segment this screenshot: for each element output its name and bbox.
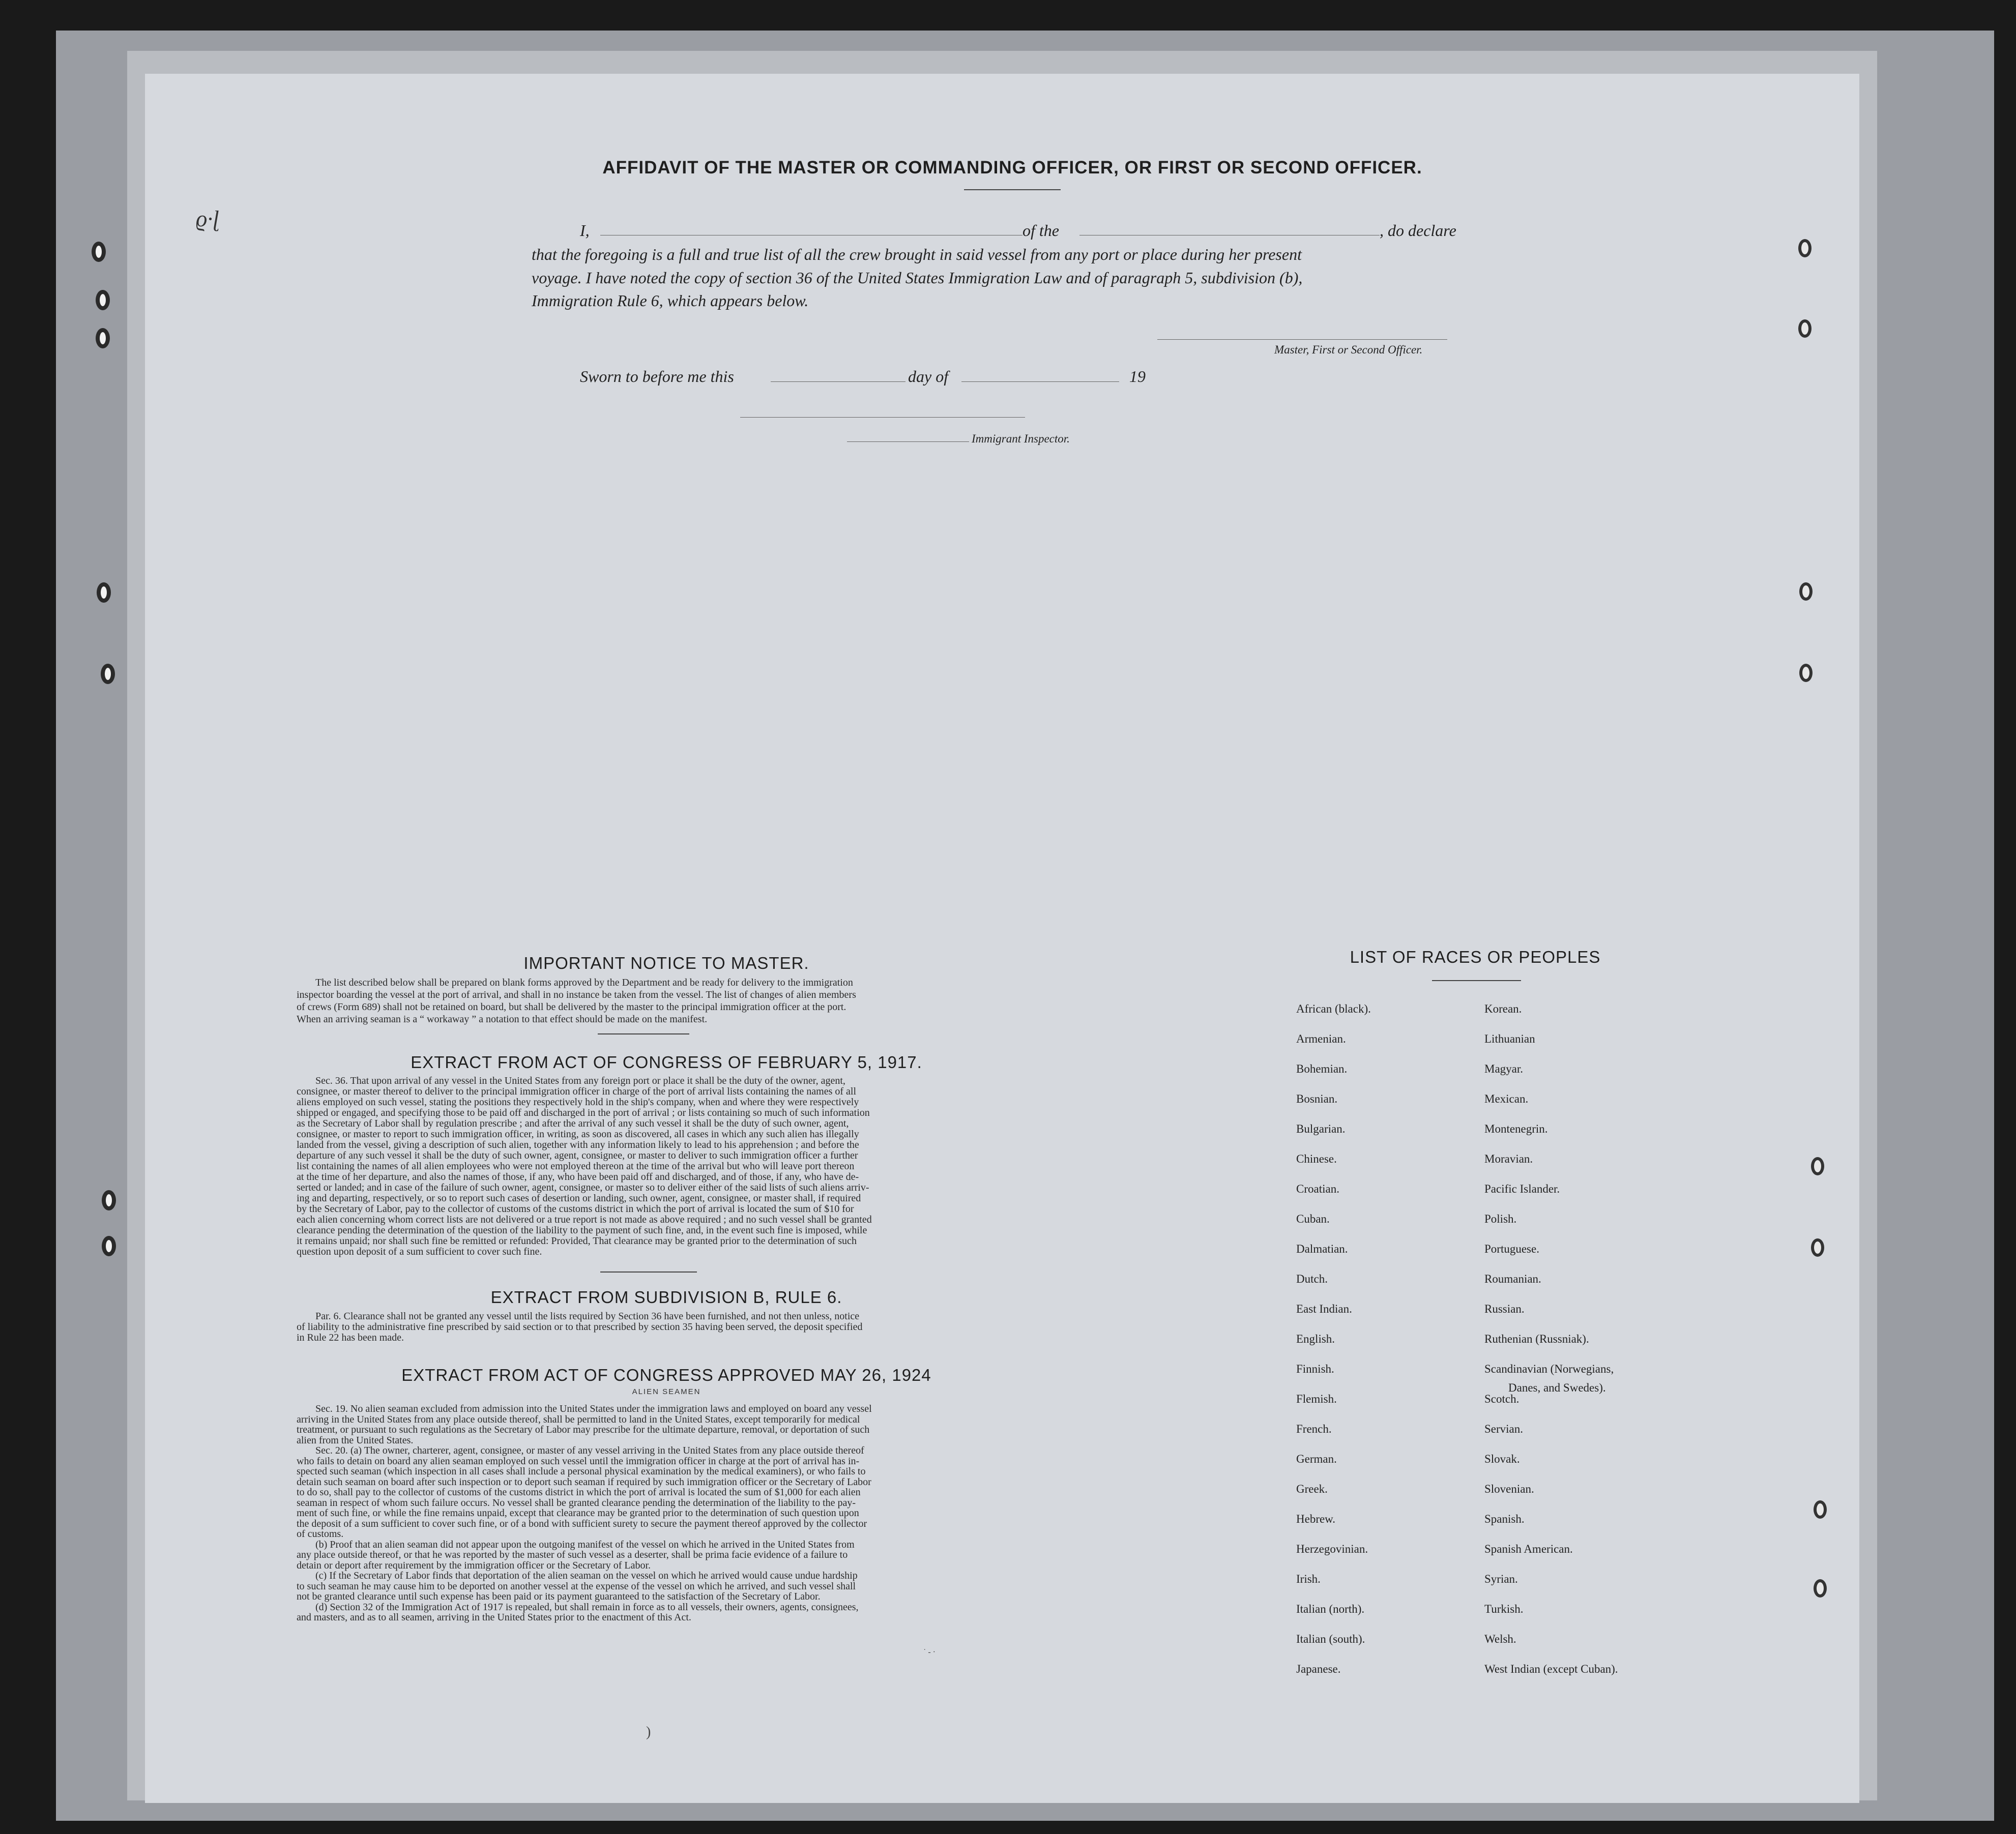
race-item: East Indian. [1296, 1303, 1352, 1315]
binder-hole-icon [1799, 664, 1813, 682]
paragraph-line: each alien concerning whom correct lists are not delivered or a true report is not made as above required ; and no such vessel shall be granted [297, 1214, 872, 1225]
paragraph-line: as the Secretary of Labor shall by regulation prescribe ; and after the arrival of any such vessel it shall be the duty of such owner, agent, [297, 1118, 849, 1129]
title-divider [964, 189, 1061, 190]
race-item: Roumanian. [1484, 1273, 1541, 1285]
race-item: Herzegovinian. [1296, 1543, 1368, 1555]
race-item: Spanish American. [1484, 1543, 1573, 1555]
race-item: Servian. [1484, 1423, 1524, 1435]
race-item: Greek. [1296, 1483, 1328, 1495]
race-item: Chinese. [1296, 1152, 1337, 1165]
paragraph-line: Par. 6. Clearance shall not be granted any vessel until the lists required by Section 36 have been furnished, and not then unless, notice [315, 1311, 860, 1322]
paragraph-line: serted or landed; and in case of the failure of such owner, agent, consignee, or master so to deliver either of the said lists of such aliens arriv- [297, 1182, 869, 1193]
extract-rule6-title: EXTRACT FROM SUBDIVISION B, RULE 6. [490, 1288, 842, 1307]
binder-hole-icon [1811, 1238, 1824, 1257]
sworn-day-blank [771, 381, 905, 382]
paragraph-line: aliens employed on such vessel, stating the positions they respectively hold in the ship's company, when and where they were respectively [297, 1097, 859, 1108]
paragraph-line: (d) Section 32 of the Immigration Act of 1917 is repealed, but shall remain in force as to all vessels, their owners, agents, consignees, [315, 1601, 859, 1613]
binder-hole-icon [92, 242, 106, 262]
binder-hole-icon [1814, 1579, 1827, 1598]
race-item: Scandinavian (Norwegians, [1484, 1363, 1614, 1375]
paragraph-line: detain such seaman on board after such inspection or to deport such seaman if required by such immigration officer or the Secretary of Labor [297, 1476, 871, 1488]
race-item: Dutch. [1296, 1273, 1328, 1285]
master-signature-label: Master, First or Second Officer. [1274, 343, 1423, 356]
affidavit-line-4: Immigration Rule 6, which appears below. [532, 291, 809, 310]
sworn-month-blank [961, 381, 1119, 382]
race-item: Welsh. [1484, 1633, 1516, 1645]
paragraph-line: detain or deport after requirement by the immigration officer or the Secretary of Labor. [297, 1559, 651, 1571]
notice-line-4: When an arriving seaman is a “ workaway ” a notation to that effect should be made on the manifest. [297, 1014, 708, 1025]
race-item: Dalmatian. [1296, 1243, 1348, 1255]
paragraph-line: ment of such fine, or while the fine remains unpaid, except that clearance may be granted prior to the determination of such question upon [297, 1507, 859, 1519]
binder-hole-icon [101, 664, 115, 684]
paragraph-line: of liability to the administrative fine prescribed by said section or to that prescribed by section 35 having been served, the deposit specified [297, 1321, 863, 1333]
race-item: Armenian. [1296, 1032, 1346, 1045]
binder-hole-icon [102, 1190, 116, 1210]
paragraph-line: list containing the names of all alien employees who were not employed thereon at the time of the arrival but who will leave port thereon [297, 1161, 855, 1172]
affidavit-declare: , do declare [1380, 221, 1456, 240]
paragraph-line: in Rule 22 has been made. [297, 1332, 404, 1343]
race-item: Bohemian. [1296, 1062, 1348, 1075]
paragraph-line: of customs. [297, 1528, 344, 1540]
section-divider [600, 1271, 697, 1273]
paragraph-line: landed from the vessel, giving a description of such alien, together with any information likely to lead to his apprehension ; and before the [297, 1139, 859, 1150]
races-title: LIST OF RACES OR PEOPLES [1350, 948, 1601, 966]
race-item: French. [1296, 1423, 1332, 1435]
paragraph-line: treatment, or pursuant to such regulations as the Secretary of Labor may prescribe for the ultimate departure, removal, or deportation of such [297, 1424, 870, 1435]
paragraph-line: to such seaman he may cause him to be deported on another vessel at the expense of the vessel on which he arrived, and such vessel shall [297, 1580, 856, 1592]
race-item: Italian (north). [1296, 1603, 1365, 1615]
inspector-label: Immigrant Inspector. [972, 432, 1070, 445]
race-item: African (black). [1296, 1002, 1371, 1015]
paragraph-line: Sec. 19. No alien seaman excluded from admission into the United States under the immigration laws and employed on board any vessel [315, 1403, 872, 1414]
paragraph-line: Sec. 36. That upon arrival of any vessel in the United States from any foreign port or place it shall be the duty of the owner, agent, [315, 1075, 845, 1086]
section-divider [598, 1033, 689, 1034]
race-item: Japanese. [1296, 1663, 1341, 1675]
notice-title: IMPORTANT NOTICE TO MASTER. [523, 954, 809, 972]
race-item: Bosnian. [1296, 1092, 1338, 1105]
race-item: Portuguese. [1484, 1243, 1539, 1255]
race-item: Mexican. [1484, 1092, 1529, 1105]
race-item: Spanish. [1484, 1513, 1525, 1525]
stray-mark: ) [646, 1724, 651, 1740]
race-item: Hebrew. [1296, 1513, 1336, 1525]
paragraph-line: alien from the United States. [297, 1434, 414, 1446]
race-item: Irish. [1296, 1573, 1321, 1585]
paragraph-line: spected such seaman (which inspection in all cases shall include a personal physical examination by the medical examiners), or who fails to [297, 1466, 866, 1477]
affidavit-i: I, [580, 221, 590, 240]
race-item: Pacific Islander. [1484, 1182, 1560, 1195]
handwritten-margin-mark: ϱ·ɭ [196, 206, 219, 231]
extract-1917-title: EXTRACT FROM ACT OF CONGRESS OF FEBRUARY 5, 1917. [411, 1053, 922, 1072]
stray-mark: ˙ ‐ · [923, 1648, 936, 1656]
race-item: West Indian (except Cuban). [1484, 1663, 1618, 1675]
notice-line-2: inspector boarding the vessel at the port of arrival, and shall in no instance be taken from the vessel. The list of changes of alien members [297, 989, 856, 1000]
race-item: Russian. [1484, 1303, 1525, 1315]
race-item: Scotch. [1484, 1393, 1520, 1405]
binder-hole-icon [1798, 319, 1812, 338]
paragraph-line: not be granted clearance until such expense has been paid or its payment guaranteed to the satisfaction of the Secretary of Labor. [297, 1591, 821, 1602]
race-item: Montenegrin. [1484, 1122, 1548, 1135]
paragraph-line: and masters, and as to all seamen, arriving in the United States prior to the enactment of this Act. [297, 1612, 691, 1623]
race-item: Turkish. [1484, 1603, 1524, 1615]
paragraph-line: arriving in the United States from any place outside thereof, shall be permitted to land in the United States, except temporarily for medical [297, 1413, 860, 1425]
extract-1924-subtitle: ALIEN SEAMEN [632, 1387, 701, 1396]
paragraph-line: question upon deposit of a sum sufficient to cover such fine. [297, 1246, 542, 1257]
paragraph-line: consignee, or master to report to such immigration officer, in writing, as soon as discovered, all cases in which any such alien has illegally [297, 1129, 859, 1140]
paragraph-line: at the time of her departure, and also the names of those, if any, who have been paid off and discharged, and of those, if any, who have de- [297, 1171, 859, 1182]
race-item: Bulgarian. [1296, 1122, 1346, 1135]
affidavit-line-3: voyage. I have noted the copy of section 36 of the United States Immigration Law and of paragraph 5, subdivision (b), [532, 269, 1303, 287]
race-item: Korean. [1484, 1002, 1522, 1015]
race-item: Danes, and Swedes). [1508, 1381, 1606, 1394]
master-signature-line [1157, 339, 1447, 340]
paragraph-line: who fails to detain on board any alien seaman employed on such vessel until the immigration officer in charge at the port of arrival has in- [297, 1455, 860, 1467]
sworn-day-of: day of [908, 367, 949, 386]
race-item: Moravian. [1484, 1152, 1533, 1165]
binder-hole-icon [96, 328, 110, 348]
sworn-prefix: Sworn to before me this [580, 367, 734, 386]
paragraph-line: (b) Proof that an alien seaman did not appear upon the outgoing manifest of the vessel on which he arrived in the United States from [315, 1539, 855, 1550]
binder-hole-icon [1798, 239, 1812, 257]
paragraph-line: by the Secretary of Labor, pay to the collector of customs of the customs district in which the port of arrival is located the sum of $10 for [297, 1203, 854, 1215]
binder-hole-icon [97, 582, 111, 603]
notice-line-1: The list described below shall be prepared on blank forms approved by the Department and be ready for delivery to the immigration [315, 977, 853, 988]
race-item: Polish. [1484, 1212, 1517, 1225]
race-item: Italian (south). [1296, 1633, 1365, 1645]
races-divider [1432, 980, 1521, 981]
race-item: Syrian. [1484, 1573, 1518, 1585]
paragraph-line: departure of any such vessel it shall be the duty of such owner, agent, consignee, or master to deliver to such immigration officer a further [297, 1150, 858, 1161]
affidavit-line-2: that the foregoing is a full and true list of all the crew brought in said vessel from any port or place during her present [532, 245, 1302, 263]
sworn-year: 19 [1129, 367, 1146, 386]
paragraph-line: consignee, or master thereof to deliver to the principal immigration officer in charge of the port of arrival lists containing the names of all [297, 1086, 857, 1097]
notice-line-3: of crews (Form 689) shall not be retained on board, but shall be delivered by the master to the principal immigration officer at the port. [297, 1001, 846, 1013]
paragraph-line: the deposit of a sum sufficient to cover such fine, or of a bond with sufficient surety to secure the payment thereof approved by the collector [297, 1518, 867, 1529]
binder-hole-icon [96, 290, 110, 310]
paragraph-line: to do so, shall pay to the collector of customs of the customs district in which the port of arrival is located the sum of $1,000 for each alien [297, 1487, 861, 1498]
race-item: Flemish. [1296, 1393, 1337, 1405]
race-item: Croatian. [1296, 1182, 1339, 1195]
paragraph-line: it remains unpaid; nor shall such fine be remitted or refunded: Provided, That clearance may be granted prior to the determination of such [297, 1235, 857, 1247]
race-item: Ruthenian (Russniak). [1484, 1333, 1589, 1345]
extract-1924-title: EXTRACT FROM ACT OF CONGRESS APPROVED MAY 26, 1924 [401, 1366, 931, 1384]
binder-hole-icon [1799, 582, 1813, 601]
affidavit-of-the: of the [1022, 221, 1059, 240]
paragraph-line: clearance pending the determination of the question of the liability to the payment of such fine, and, in the event such fine is imposed, while [297, 1225, 867, 1236]
affidavit-title: AFFIDAVIT OF THE MASTER OR COMMANDING OFFICER, OR FIRST OR SECOND OFFICER. [602, 158, 1422, 178]
paragraph-line: seaman in respect of whom such failure occurs. No vessel shall be granted clearance pending the determination of the liability to the pay- [297, 1497, 856, 1508]
race-item: Magyar. [1484, 1062, 1524, 1075]
paragraph-line: (c) If the Secretary of Labor finds that deportation of the alien seaman on the vessel on which he arrived would cause undue hardship [315, 1570, 858, 1581]
paragraph-line: Sec. 20. (a) The owner, charterer, agent, consignee, or master of any vessel arriving in the United States from any place outside thereof [315, 1445, 864, 1456]
race-item: English. [1296, 1333, 1335, 1345]
race-item: Finnish. [1296, 1363, 1334, 1375]
race-item: Cuban. [1296, 1212, 1330, 1225]
race-item: German. [1296, 1453, 1337, 1465]
paragraph-line: any place outside thereof, or that he was reported by the master of such vessel as a deserter, shall be prima facie evidence of a failure to [297, 1549, 848, 1560]
race-item: Slovak. [1484, 1453, 1520, 1465]
paragraph-line: shipped or engaged, and specifying those to be paid off and discharged in the port of arrival ; or lists containing so much of such information [297, 1107, 870, 1118]
inspector-short-line [847, 441, 969, 442]
binder-hole-icon [102, 1236, 116, 1256]
binder-hole-icon [1811, 1157, 1824, 1175]
binder-hole-icon [1814, 1500, 1827, 1519]
paragraph-line: ing and departing, respectively, or so to report such cases of desertion or landing, such owner, agent, consignee, or master shall, if required [297, 1193, 861, 1204]
inspector-signature-line [740, 417, 1025, 418]
race-item: Lithuanian [1484, 1032, 1535, 1045]
race-item: Slovenian. [1484, 1483, 1534, 1495]
